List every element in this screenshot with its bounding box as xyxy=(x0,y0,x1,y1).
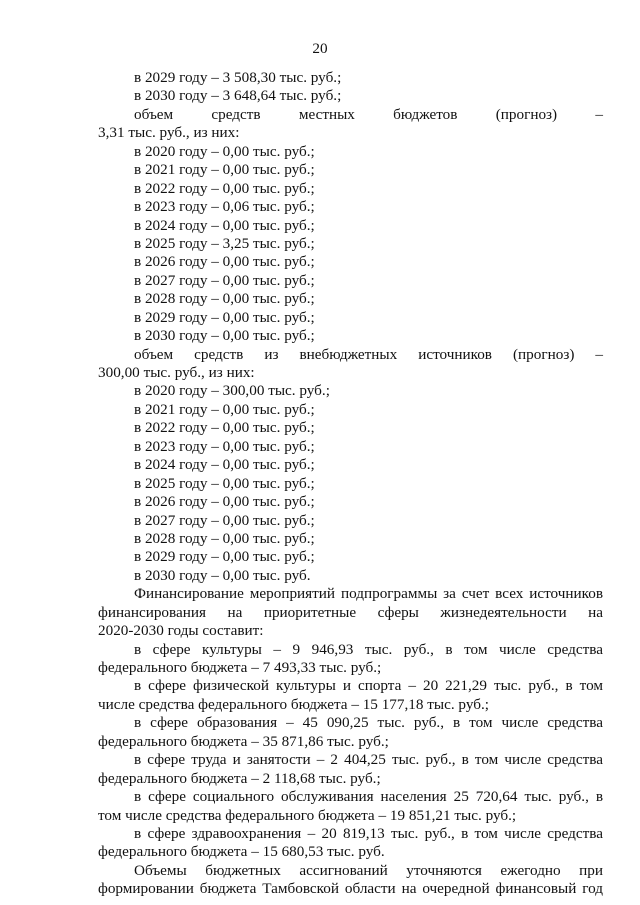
text-line: в сфере социального обслуживания населения 25 720,64 тыс. руб., в xyxy=(134,788,603,806)
text-line: в сфере труда и занятости – 2 404,25 тыс. руб., в том числе средства xyxy=(134,751,603,769)
text-line: 300,00 тыс. руб., из них: xyxy=(98,364,255,381)
text-line: в 2025 году – 0,00 тыс. руб.; xyxy=(134,474,315,492)
text-line: в 2023 году – 0,06 тыс. руб.; xyxy=(134,198,315,216)
text-line: объем средств из внебюджетных источников (прогноз) – xyxy=(134,345,603,363)
text-line: в 2025 году – 3,25 тыс. руб.; xyxy=(134,234,315,252)
text-line: в сфере здравоохранения – 20 819,13 тыс. руб., в том числе средства xyxy=(134,824,603,842)
text-line: федерального бюджета – 35 871,86 тыс. руб.; xyxy=(98,732,389,750)
text-line: в 2030 году – 3 648,64 тыс. руб.; xyxy=(134,87,342,105)
text-line: в 2024 году – 0,00 тыс. руб.; xyxy=(134,456,315,474)
text-line: в 2023 году – 0,00 тыс. руб.; xyxy=(134,437,315,455)
document-body xyxy=(98,69,603,899)
page-number: 20 xyxy=(312,40,328,57)
text-line: 3,31 тыс. руб., из них: xyxy=(98,124,240,142)
text-line: 2020-2030 годы составит: xyxy=(98,622,264,640)
text-line: в 2029 году – 0,00 тыс. руб.; xyxy=(134,308,315,326)
text-line: в 2030 году – 0,00 тыс. руб.; xyxy=(134,327,315,345)
text-line: Финансирование мероприятий подпрограммы за счет всех источников xyxy=(134,585,603,603)
text-line: в сфере культуры – 9 946,93 тыс. руб., в том числе средства xyxy=(134,640,603,658)
text-line: финансирования на приоритетные сферы жизнедеятельности на xyxy=(98,603,603,621)
text-line: федерального бюджета – 2 118,68 тыс. руб.; xyxy=(98,769,381,787)
text-line: Объемы бюджетных ассигнований уточняются ежегодно при xyxy=(134,861,603,879)
text-line: в сфере образования – 45 090,25 тыс. руб., в том числе средства xyxy=(134,714,603,732)
text-line: в 2029 году – 0,00 тыс. руб.; xyxy=(134,548,315,566)
text-line: в 2028 году – 0,00 тыс. руб.; xyxy=(134,290,315,308)
text-line: в 2020 году – 0,00 тыс. руб.; xyxy=(134,142,315,160)
text-line: в 2027 году – 0,00 тыс. руб.; xyxy=(134,271,315,289)
text-line: том числе средства федерального бюджета – 19 851,21 тыс. руб.; xyxy=(98,806,517,824)
text-line: в 2030 году – 0,00 тыс. руб. xyxy=(134,566,311,584)
text-line: в 2026 году – 0,00 тыс. руб.; xyxy=(134,493,315,511)
text-line: в 2020 году – 300,00 тыс. руб.; xyxy=(134,382,330,400)
text-line: в 2029 году – 3 508,30 тыс. руб.; xyxy=(134,69,342,86)
text-line: федерального бюджета – 15 680,53 тыс. руб. xyxy=(98,843,385,861)
text-line: в 2028 году – 0,00 тыс. руб.; xyxy=(134,529,315,547)
text-line: в 2024 году – 0,00 тыс. руб.; xyxy=(134,216,315,234)
text-line: в 2021 году – 0,00 тыс. руб.; xyxy=(134,400,315,418)
text-line: федерального бюджета – 7 493,33 тыс. руб.; xyxy=(98,659,382,676)
text-line: в 2021 году – 0,00 тыс. руб.; xyxy=(134,161,315,179)
text-line: в 2022 году – 0,00 тыс. руб.; xyxy=(134,179,315,197)
text-line: в 2026 году – 0,00 тыс. руб.; xyxy=(134,253,315,271)
text-line: в 2022 году – 0,00 тыс. руб.; xyxy=(134,419,315,437)
text-line: объем средств местных бюджетов (прогноз) – xyxy=(134,105,603,123)
text-line: формировании бюджета Тамбовской области на очередной финансовый год xyxy=(98,880,603,898)
text-line: в 2027 году – 0,00 тыс. руб.; xyxy=(134,511,315,529)
text-line: числе средства федерального бюджета – 15 177,18 тыс. руб.; xyxy=(98,695,489,713)
text-line: в сфере физической культуры и спорта – 20 221,29 тыс. руб., в том xyxy=(134,677,603,695)
